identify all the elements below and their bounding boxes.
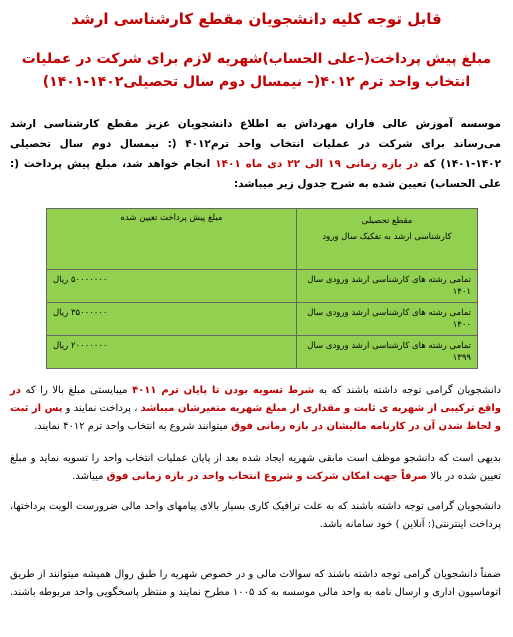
- notice-subtitle: مبلغ پیش پرداخت(–علی الحساب)شهریه لازم برای شرکت در عملیات انتخاب واحد ترم ۴۰۱۲(– نیمسال دوم سال تحصیلی۱۴۰۲-۱۴۰۱): [21, 51, 492, 90]
- p2-highlight: صرفاً جهت امکان شرکت و شروع انتخاب واحد در بازه زمانی فوق: [106, 471, 428, 482]
- notice-title: قابل توجه کلیه دانشجویان مقطع کارشناسی ارشد: [71, 10, 442, 28]
- p2-text-a: بدیهی است که دانشجو موظف است مابقی شهریه ایجاد شده بعد از پایان عملیات انتخاب واحد را تسویه نماید و مبلغ تعیین شده در بالا: [10, 453, 501, 482]
- payment-condition-paragraph: [10, 382, 501, 436]
- p1-text-g: میتوانند شروع به انتخاب واحد ترم ۴۰۱۲ نمایند.: [34, 421, 228, 432]
- table-row: [47, 336, 478, 369]
- online-payment-paragraph: دانشجویان گرامی توجه داشته باشند که به علت ترافیک کاری بسیار بالای پیامهای واحد مالی ضرورست الویت پرداختها، پرداخت اینترنتی(: آنلاین ) خود سامانه باشد.: [10, 501, 501, 530]
- intro-paragraph: [10, 114, 501, 194]
- intro-text-3: انجام خواهد شد، مبلغ پیش پرداخت (: علی الحساب) تعیین شده به شرح جدول زیر میباشد:: [10, 158, 501, 190]
- prepayment-table: [46, 208, 478, 369]
- p1-text-e: ، پرداخت نمایند و: [65, 403, 138, 414]
- p1-text-a: دانشجویان گرامی توجه داشته باشند که به: [318, 385, 501, 396]
- header-degree-cell: [297, 209, 478, 270]
- row-label: تمامی رشته های کارشناسی ارشد ورودی سال ۱۳۹۹: [297, 336, 478, 369]
- table-header-row: [47, 209, 478, 270]
- table-row: [47, 303, 478, 336]
- p1-record-condition: پس از ثبت و لحاظ شدن آن در کارنامه مالیشان در بازه زمانی فوق: [10, 403, 501, 432]
- intro-text-1: موسسه آموزش عالی فاران مهرداش به اطلاع دانشجویان عزیز مقطع کارشناسی ارشد می‌رساند برای شرکت در عملیات انتخاب واحد ترم۴۰۱۲ (: نیمسال دوم سال تحصیلی ۱۴۰۲-۱۴۰۱) که: [10, 118, 501, 170]
- financial-questions-paragraph: ضمناً دانشجویان گرامی توجه داشته باشند که سوالات مالی و در خصوص شهریه را طبق روال همیشه میتوانند از طریق اتوماسیون اداری و ارسال نامه به واحد مالی موسسه به کد ۱۰۰۵ مطرح نمایند و منتظر پاسخگویی واحد مربوطه باشند.: [9, 569, 501, 598]
- intro-date-range: در بازه زمانی ۱۹ الی ۲۲ دی ماه ۱۴۰۱: [215, 158, 419, 170]
- p2-text-c: میباشد.: [72, 471, 104, 482]
- row-amount: ۳۵۰۰۰۰۰۰ ریال: [47, 303, 297, 336]
- row-amount: ۵۰۰۰۰۰۰۰ ریال: [47, 270, 297, 303]
- header-degree-subtitle: کارشناسی ارشد به تفکیک سال ورود: [322, 232, 452, 242]
- header-amount-cell: مبلغ پیش پرداخت تعیین شده: [47, 209, 297, 270]
- remaining-fee-paragraph: [10, 450, 501, 486]
- row-amount: ۲۰۰۰۰۰۰۰ ریال: [47, 336, 297, 369]
- row-label: تمامی رشته های کارشناسی ارشد ورودی سال ۱۴۰۱: [297, 270, 478, 303]
- p1-fee-composition: در واقع ترکیبی از شهریه ی ثابت و مقداری از مبلغ شهریه متغیرشان میباشد: [10, 385, 501, 414]
- row-label: تمامی رشته های کارشناسی ارشد ورودی سال ۱۴۰۰: [297, 303, 478, 336]
- p1-settlement-condition: شرط تسویه بودن تا پایان ترم ۴۰۱۱: [132, 385, 315, 396]
- p1-text-c: میبایستی مبلغ بالا را که: [25, 385, 128, 396]
- header-degree-title: مقطع تحصیلی: [361, 216, 413, 226]
- table-row: [47, 270, 478, 303]
